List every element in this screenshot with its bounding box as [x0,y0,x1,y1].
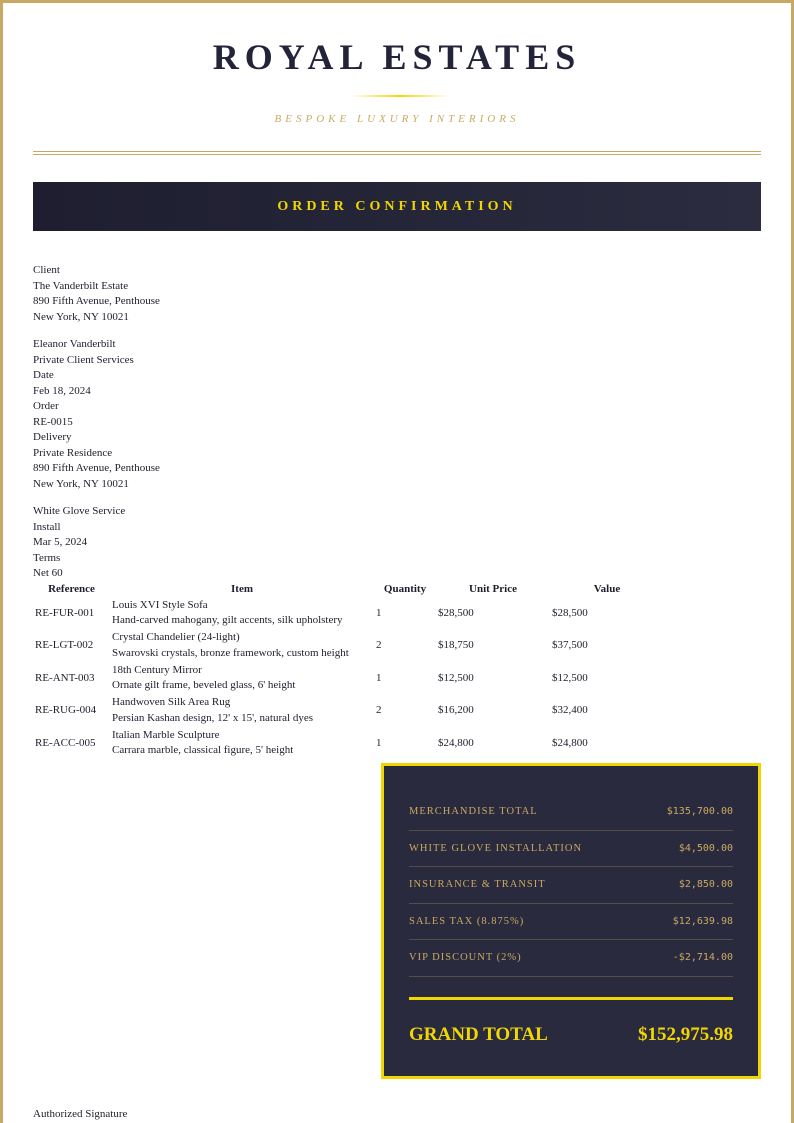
info-line: New York, NY 10021 [33,310,129,323]
item-value: $24,800 [552,736,588,749]
info-line: Install [33,520,61,533]
item-value: $32,400 [552,704,588,716]
summary-label: INSURANCE & TRANSIT [409,879,546,891]
info-line: Eleanor Vanderbilt [33,338,116,350]
item-description: Carrara marble, classical figure, 5' height [112,744,294,757]
info-line: Net 60 [33,567,63,579]
item-reference: RE-RUG-004 [35,704,97,716]
info-line: White Glove Service [33,505,126,517]
item-description: Hand-carved mahogany, gilt accents, silk upholstery [112,614,343,627]
summary-value: $4,500.00 [678,842,733,854]
item-quantity: 2 [376,639,382,651]
item-reference: RE-FUR-001 [35,606,95,619]
summary-row [409,831,733,868]
items-table [33,581,664,760]
item-description: Ornate gilt frame, beveled glass, 6' height [112,679,296,692]
item-name: 18th Century Mirror [112,663,202,676]
info-line: New York, NY 10021 [33,477,129,490]
item-cell [110,662,374,695]
brand-divider [350,95,450,97]
info-line: RE-0015 [33,415,73,428]
brand-tagline: BESPOKE LUXURY INTERIORS [274,113,520,125]
item-quantity: 2 [376,704,382,716]
item-cell [110,727,374,760]
info-line: The Vanderbilt Estate [33,279,129,292]
summary-value: $12,639.98 [672,915,733,927]
item-reference: RE-ACC-005 [35,736,96,749]
column-header-reference: Reference [48,583,95,595]
item-description: Persian Kashan design, 12' x 15', natural dyes [112,711,314,724]
brand-name: ROYAL ESTATES [212,37,582,77]
column-header-value: Value [593,583,621,595]
table-row [33,630,664,663]
info-line: 890 Fifth Avenue, Penthouse [33,295,160,307]
table-row [33,695,664,728]
info-spacer [33,325,160,337]
summary-label: MERCHANDISE TOTAL [409,806,538,818]
grand-total-label: GRAND TOTAL [409,1023,548,1045]
item-unit-price: $18,750 [438,639,474,651]
grand-total-value: $152,975.98 [638,1023,733,1045]
item-reference: RE-LGT-002 [35,639,94,651]
info-line: Terms [33,551,61,564]
item-unit-price: $16,200 [438,704,474,716]
info-line: Private Client Services [33,353,134,366]
info-spacer [33,492,160,504]
item-quantity: 1 [376,671,382,684]
document-title: ORDER CONFIRMATION [277,198,517,214]
info-line: Delivery [33,431,72,443]
summary-row [409,940,733,977]
item-cell [110,597,374,630]
grand-total-divider [409,997,733,1000]
item-name: Louis XVI Style Sofa [112,598,208,611]
item-quantity: 1 [376,736,382,749]
column-header-quantity: Quantity [383,583,427,595]
info-line: Mar 5, 2024 [33,536,88,548]
table-row [33,727,664,760]
grand-total-row [409,1024,733,1046]
item-name: Italian Marble Sculpture [112,728,220,741]
totals-panel [381,763,761,1079]
info-line: Client [33,264,60,276]
info-line: Date [33,369,54,381]
info-line: Feb 18, 2024 [33,384,91,397]
summary-value: $2,850.00 [678,879,733,891]
item-value: $28,500 [552,606,588,619]
header-double-rule [33,151,761,155]
item-cell [110,695,374,728]
table-row [33,662,664,695]
table-row [33,597,664,630]
summary-row [409,904,733,941]
summary-value: -$2,714.00 [672,952,733,964]
summary-value: $135,700.00 [666,806,733,818]
order-info-block [33,263,160,582]
item-cell [110,630,374,663]
item-unit-price: $12,500 [438,671,474,684]
document-title-banner [33,182,761,231]
item-value: $37,500 [552,639,588,651]
item-unit-price: $24,800 [438,736,474,749]
info-line: 890 Fifth Avenue, Penthouse [33,462,160,474]
item-value: $12,500 [552,671,588,684]
item-unit-price: $28,500 [438,606,474,619]
summary-row [409,794,733,831]
info-line: Private Residence [33,446,113,459]
table-header-row [33,581,664,597]
item-name: Crystal Chandelier (24-light) [112,631,240,644]
signature-label: Authorized Signature [33,1108,128,1120]
item-description: Swarovski crystals, bronze framework, custom height [112,646,349,659]
summary-label: SALES TAX (8.875%) [409,915,525,927]
item-reference: RE-ANT-003 [35,671,95,684]
item-quantity: 1 [376,606,382,619]
summary-label: WHITE GLOVE INSTALLATION [409,842,583,854]
info-line: Order [33,400,59,412]
item-name: Handwoven Silk Area Rug [112,696,231,709]
column-header-unit-price: Unit Price [469,583,517,595]
summary-row [409,867,733,904]
column-header-item: Item [231,583,253,595]
summary-label: VIP DISCOUNT (2%) [409,952,522,964]
